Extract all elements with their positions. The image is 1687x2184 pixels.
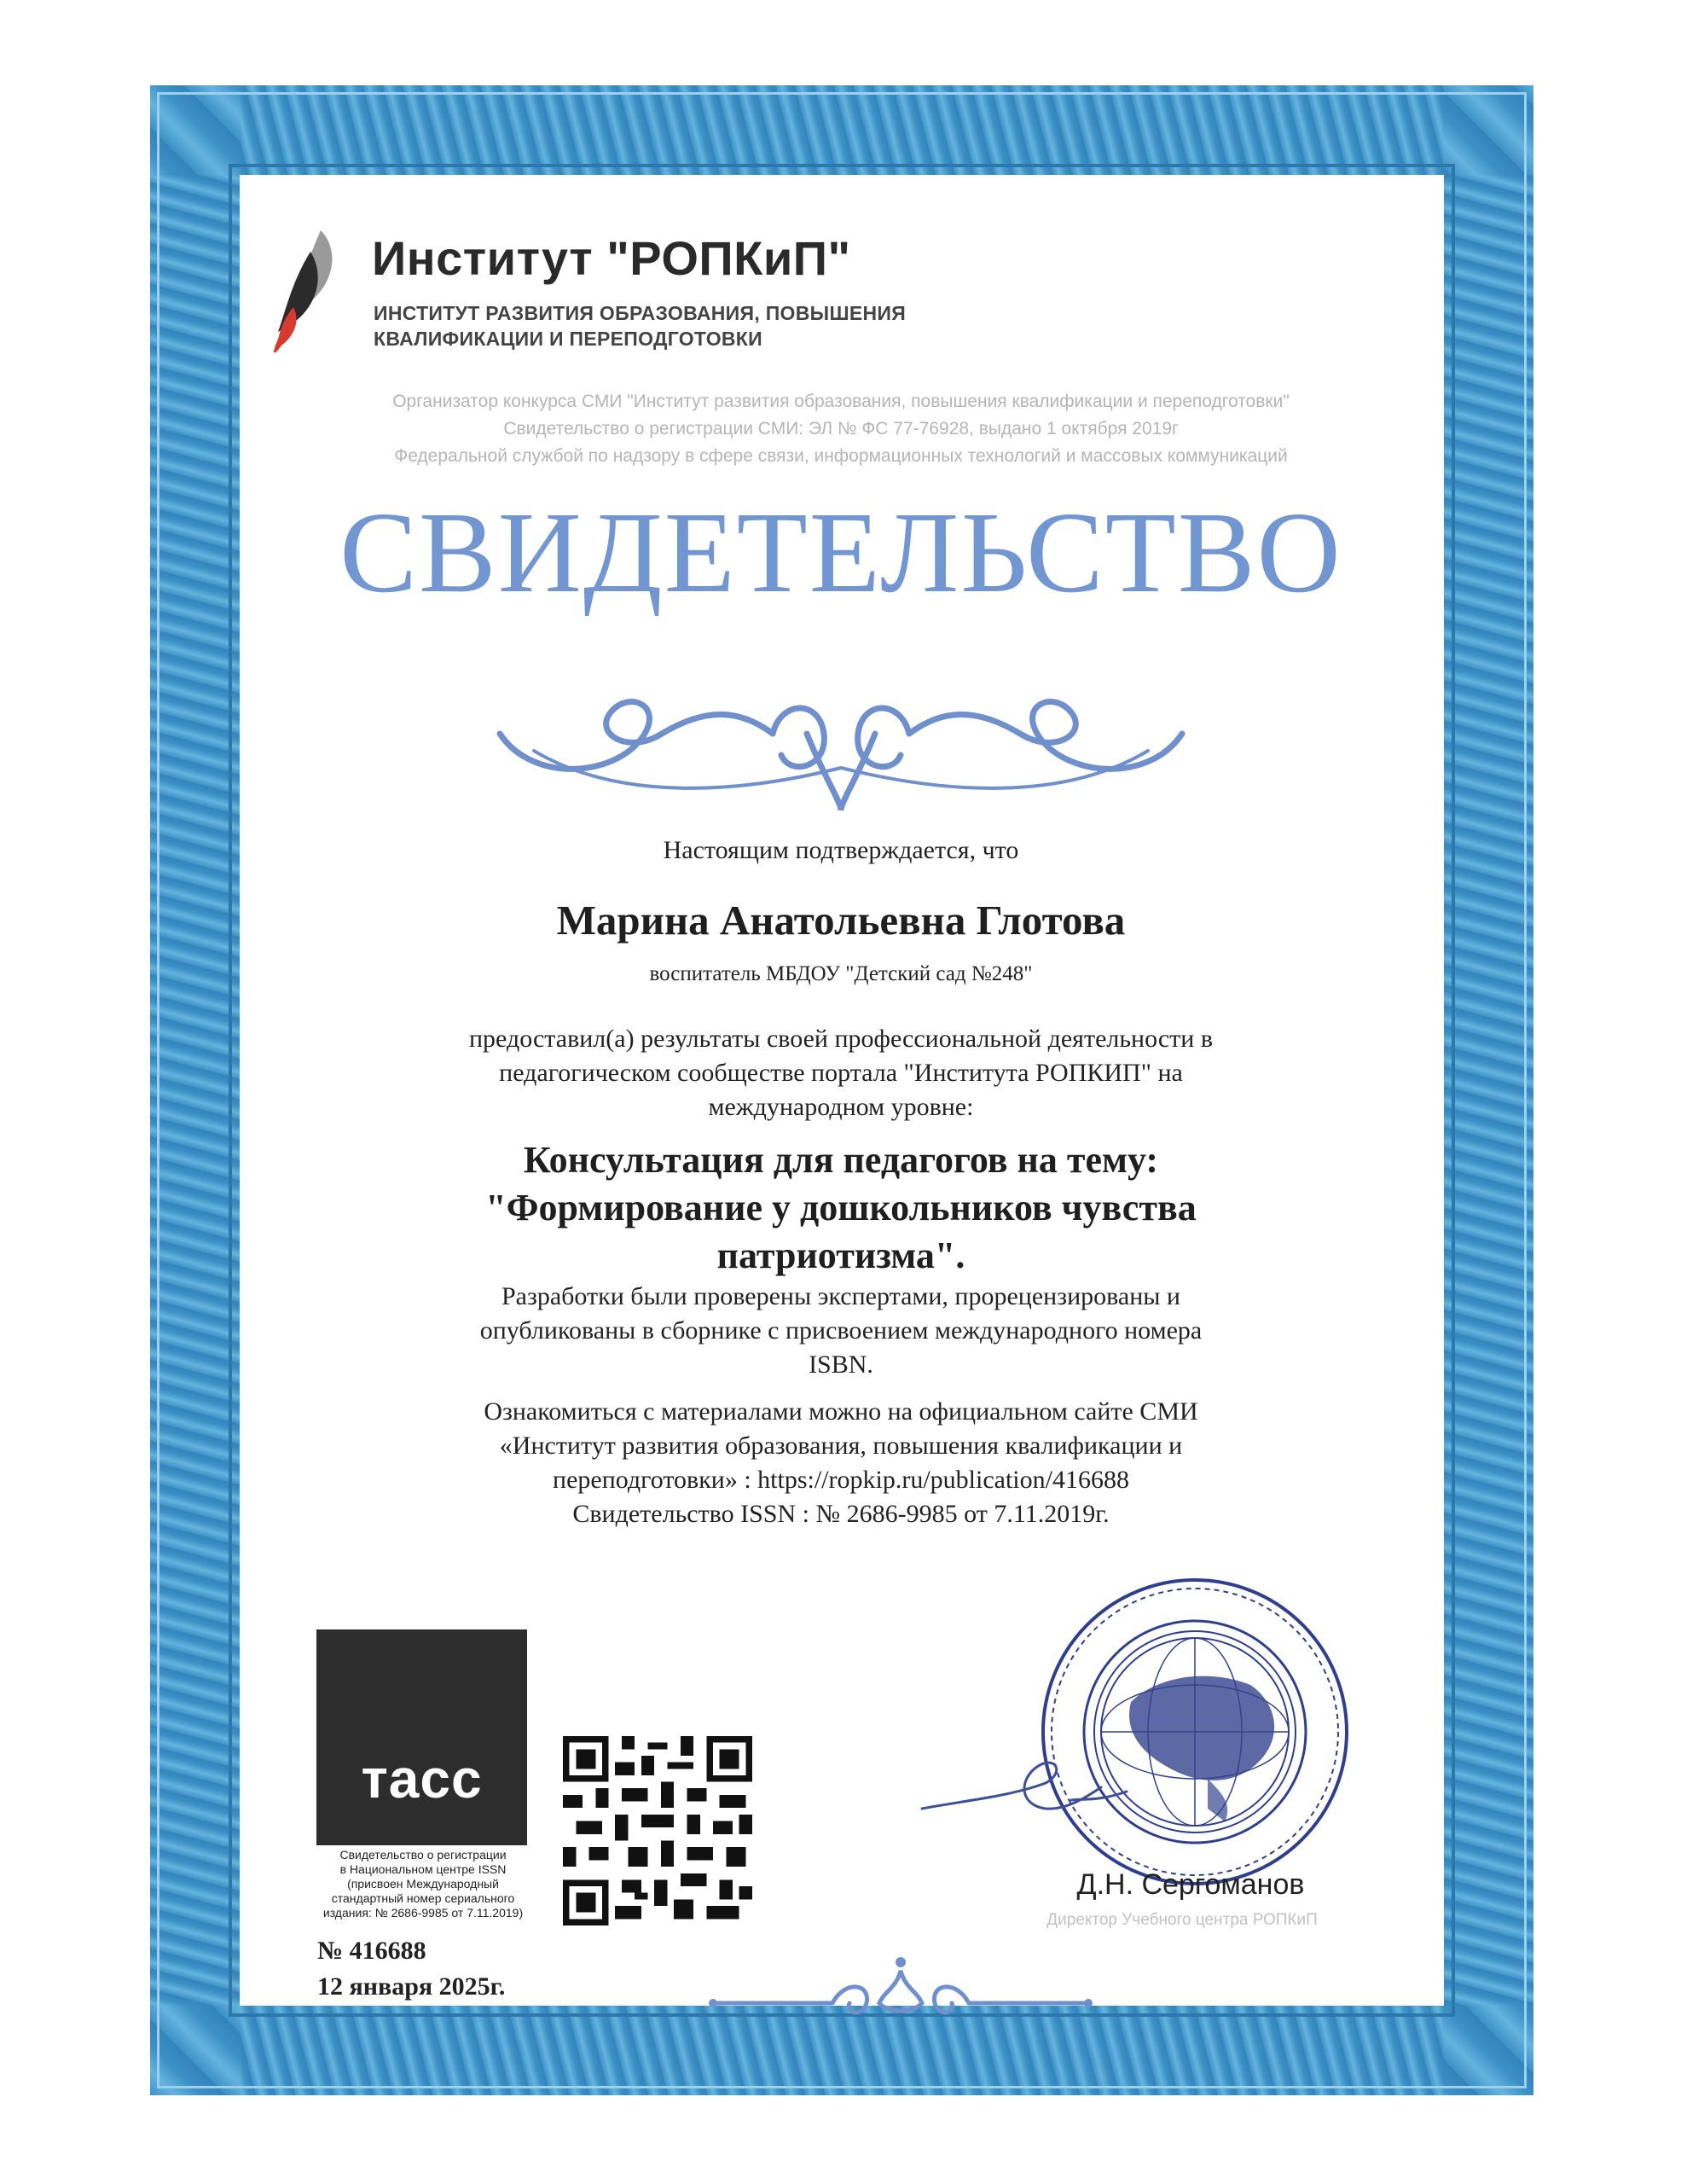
- signature-icon: [918, 1749, 1131, 1826]
- signer-name: Д.Н. Сергоманов: [1076, 1868, 1305, 1901]
- flourish-ornament-icon: [483, 674, 1199, 819]
- feather-logo-icon: [270, 226, 346, 354]
- certificate-sheet: [150, 85, 1533, 2095]
- materials-line: Свидетельство ISSN : № 2686-9985 от 7.11.2019г.: [572, 1500, 1110, 1528]
- tass-note-line: в Национальном центре ISSN: [339, 1862, 507, 1876]
- materials-line: «Институт развития образования, повышения квалификации и: [499, 1432, 1183, 1460]
- provided-line: педагогическом сообществе портала "Института РОПКИП" на: [499, 1059, 1183, 1087]
- reviewed-line: Разработки были проверены экспертами, прорецензированы и: [501, 1282, 1180, 1310]
- materials-line: Ознакомиться с материалами можно на официальном сайте СМИ: [484, 1397, 1198, 1426]
- tass-logo-text: тасс: [361, 1748, 483, 1809]
- provided-line: предоставил(а) результаты своей профессиональной деятельности в: [468, 1025, 1213, 1053]
- tass-note-line: стандартный номер сериального: [331, 1891, 515, 1905]
- tass-note-line: издания: № 2686-9985 от 7.11.2019): [322, 1906, 524, 1920]
- provided-line: международном уровне:: [708, 1093, 974, 1121]
- bottom-ornament-icon: [696, 1945, 1105, 2030]
- organizer-line: Свидетельство о регистрации СМИ: ЭЛ № ФС 77-76928, выдано 1 октября 2019г: [503, 419, 1179, 439]
- official-seal-icon: [1037, 1574, 1353, 1890]
- reviewed-line: ISBN.: [809, 1350, 873, 1379]
- organizer-info: [278, 388, 1404, 470]
- signer-role: Директор Учебного центра РОПКиП: [1046, 1911, 1318, 1929]
- certificate-date: 12 января 2025г.: [317, 1972, 506, 2001]
- provided-paragraph: [380, 1022, 1301, 1124]
- confirm-text: Настоящим подтверждается, что: [663, 836, 1019, 864]
- topic-line: Консультация для педагогов на тему:: [523, 1139, 1159, 1181]
- tass-note-line: Свидетельство о регистрации: [339, 1848, 507, 1862]
- qr-code-icon: [563, 1736, 752, 1926]
- reviewed-line: опубликованы в сборнике с присвоением международного номера: [479, 1316, 1203, 1345]
- tass-registration-note: [304, 1848, 542, 1920]
- publication-topic: [372, 1136, 1310, 1280]
- topic-line: "Формирование у дошкольников чувства: [485, 1187, 1197, 1228]
- materials-line: переподготовки» : https://ropkip.ru/publication/416688: [553, 1466, 1129, 1494]
- logo-subtitle-line: КВАЛИФИКАЦИИ И ПЕРЕПОДГОТОВКИ: [374, 328, 762, 350]
- logo-title: Институт "РОПКиП": [372, 231, 851, 285]
- certificate-number: № 416688: [317, 1937, 426, 1965]
- logo-subtitle-line: ИНСТИТУТ РАЗВИТИЯ ОБРАЗОВАНИЯ, ПОВЫШЕНИЯ: [374, 302, 907, 324]
- reviewed-paragraph: [380, 1280, 1301, 1382]
- topic-line: патриотизма".: [716, 1234, 965, 1276]
- person-name: Марина Анатольевна Глотова: [556, 897, 1126, 944]
- certificate-title: СВИДЕТЕЛЬСТВО: [339, 489, 1342, 617]
- tass-logo: [316, 1629, 527, 1845]
- tass-note-line: (присвоен Международный: [347, 1877, 499, 1891]
- organizer-line: Федеральной службой по надзору в сфере связи, информационных технологий и массовых коммуникаций: [394, 446, 1288, 466]
- logo-subtitle: [374, 300, 971, 351]
- person-position: воспитатель МБДОУ "Детский сад №248": [649, 962, 1033, 985]
- organizer-line: Организатор конкурса СМИ "Институт развития образования, повышения квалификации и переподготовки": [392, 392, 1290, 411]
- materials-paragraph: [363, 1395, 1319, 1531]
